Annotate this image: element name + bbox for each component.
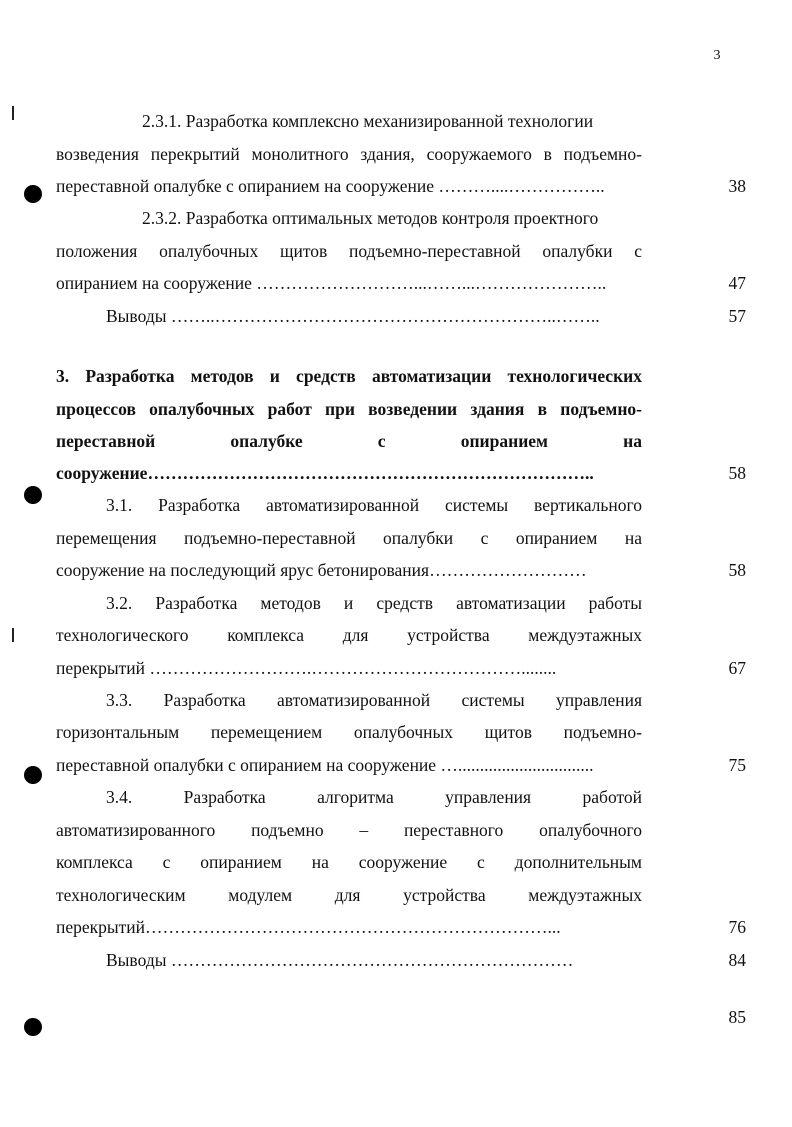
page-number: 3	[713, 48, 721, 63]
toc-3-4-line4: технологическим модулем для устройства междуэтажных	[56, 885, 642, 905]
margin-tick-mark	[12, 106, 14, 120]
toc-3-3-line2: горизонтальным перемещением опалубочных щитов подъемно-	[56, 722, 642, 742]
toc-conclusions-3-page: 84	[728, 950, 746, 970]
binding-hole	[24, 486, 42, 504]
toc-3-line1: 3. Разработка методов и средств автоматизации технологических	[56, 366, 642, 386]
toc-3-line3-word: опиранием	[460, 431, 548, 451]
toc-3-line3-word: с	[377, 431, 386, 451]
toc-3-1-line2: перемещения подъемно-переставной опалубки с опиранием на	[56, 528, 642, 548]
toc-3-2-line1: 3.2. Разработка методов и средств автоматизации работы	[106, 593, 642, 613]
toc-2-3-1-line2: возведения перекрытий монолитного здания, сооружаемого в подъемно-	[56, 144, 642, 164]
toc-3-2-page: 67	[728, 658, 746, 678]
toc-3-line2: процессов опалубочных работ при возведении здания в подъемно-	[56, 399, 642, 419]
toc-3-line3-word: переставной	[56, 431, 156, 451]
toc-3-1-line3: сооружение на последующий ярус бетонирования………………………	[56, 560, 587, 580]
toc-3-4-line5: перекрытий……………………………………………………………...	[56, 917, 561, 937]
toc-3-2-line2: технологического комплекса для устройства междуэтажных	[56, 625, 642, 645]
toc-2-3-1-line3: переставной опалубке с опиранием на сооружение ………....……………..	[56, 176, 605, 196]
toc-conclusions-2: Выводы ……..…………………………………………………..……..	[106, 306, 600, 326]
toc-next-page: 85	[728, 1007, 746, 1027]
toc-3-3-line3: переставной опалубки с опиранием на сооружение …...............................	[56, 755, 594, 775]
toc-3-1-page: 58	[728, 560, 746, 580]
toc-3-3-page: 75	[728, 755, 746, 775]
toc-3-1-line1: 3.1. Разработка автоматизированной системы вертикального	[106, 495, 642, 515]
toc-3-2-line3: перекрытий ……………………….………………………………........	[56, 658, 557, 678]
toc-3-line4: сооружение…………………………………………………………………..	[56, 463, 594, 483]
toc-2-3-2-line1: 2.3.2. Разработка оптимальных методов контроля проектного	[142, 208, 599, 228]
toc-2-3-1-page: 38	[728, 176, 746, 196]
toc-3-4-page: 76	[728, 917, 746, 937]
toc-conclusions-3: Выводы ……………………………………………………………	[106, 950, 574, 970]
binding-hole	[24, 185, 42, 203]
toc-3-3-line1: 3.3. Разработка автоматизированной системы управления	[106, 690, 642, 710]
toc-3-line3	[56, 431, 642, 451]
toc-3-4-line1: 3.4. Разработка алгоритма управления работой	[106, 787, 642, 807]
toc-2-3-2-line2: положения опалубочных щитов подъемно-переставной опалубки с	[56, 241, 642, 261]
toc-2-3-2-line3: опиранием на сооружение ………………………...……...…………………..	[56, 273, 607, 293]
toc-3-line3-word: опалубке	[230, 431, 303, 451]
toc-3-4-line2: автоматизированного подъемно – переставного опалубочного	[56, 820, 642, 840]
toc-2-3-2-page: 47	[728, 273, 746, 293]
margin-tick-mark	[12, 628, 14, 642]
binding-hole	[24, 1018, 42, 1036]
toc-3-page: 58	[728, 463, 746, 483]
binding-hole	[24, 766, 42, 784]
toc-3-line3-word: на	[623, 431, 642, 451]
toc-conclusions-2-page: 57	[728, 306, 746, 326]
toc-2-3-1-line1: 2.3.1. Разработка комплексно механизированной технологии	[142, 111, 594, 131]
toc-3-4-line3: комплекса с опиранием на сооружение с дополнительным	[56, 852, 642, 872]
